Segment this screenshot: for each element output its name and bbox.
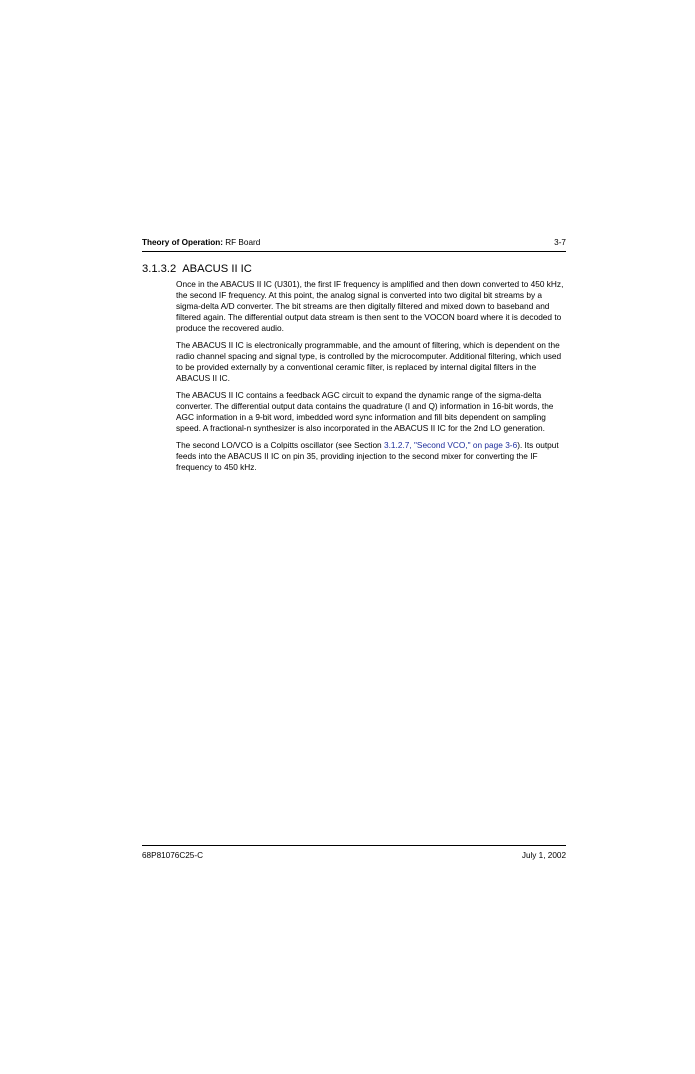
header-title-bold: Theory of Operation: xyxy=(142,238,223,247)
paragraph-1: Once in the ABACUS II IC (U301), the first IF frequency is amplified and then down converted to 450 kHz, the second IF frequency. At this point, the analog signal is converted into two digital bit streams by a sigma-delta A/D converter. The bit streams are then digitally filtered and mixed down to baseband and filtered again. The differential output data stream is then sent to the VOCON board where it is decoded to produce the recovered audio. xyxy=(176,279,564,333)
section-number: 3.1.3.2 xyxy=(142,263,177,275)
paragraph-4 xyxy=(176,440,566,473)
section-heading xyxy=(142,262,252,276)
header-rule xyxy=(142,251,566,252)
footer-doc-number: 68P81076C25-C xyxy=(142,851,203,860)
header-page-number: 3-7 xyxy=(554,238,566,247)
header-title xyxy=(142,237,260,249)
paragraph-2: The ABACUS II IC is electronically programmable, and the amount of filtering, which is dependent on the radio channel spacing and signal type, is controlled by the microcomputer. Additional filtering, which used to be provided externally by a conventional ceramic filter, is replaced by internal digital filters in the ABACUS II IC. xyxy=(176,340,562,383)
footer-rule xyxy=(142,845,566,846)
paragraph-4-text-before: The second LO/VCO is a Colpitts oscillator (see Section xyxy=(176,440,384,451)
footer-date: July 1, 2002 xyxy=(521,851,566,860)
body-text xyxy=(176,279,566,480)
paragraph-4-text-after: ). Its output feeds into the ABACUS II IC on pin 35, providing injection to the second mixer for converting the IF frequency to 450 kHz. xyxy=(176,440,559,473)
cross-reference-link[interactable]: 3.1.2.7, "Second VCO," on page 3-6 xyxy=(383,440,518,451)
header-title-rest: RF Board xyxy=(222,238,261,247)
paragraph-3: The ABACUS II IC contains a feedback AGC circuit to expand the dynamic range of the sigma-delta converter. The differential output data contains the quadrature (I and Q) information in 16-bit words, the AGC information in a 9-bit word, imbedded word sync information and fill bits dependent on sampling speed. A fractional-n synthesizer is also incorporated in the ABACUS II IC for the 2nd LO generation. xyxy=(176,390,554,433)
section-title: ABACUS II IC xyxy=(182,263,252,275)
